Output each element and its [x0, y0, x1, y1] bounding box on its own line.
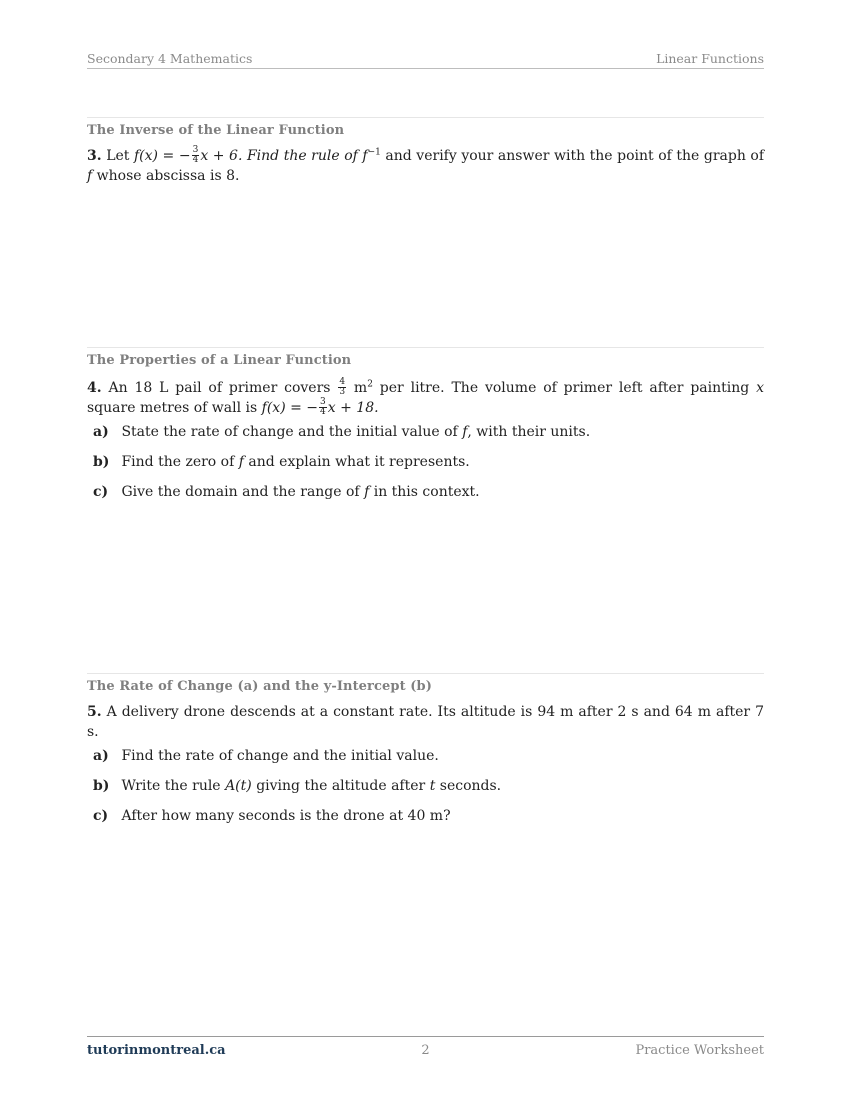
question-text: and verify your answer with the point of the graph of: [385, 148, 765, 164]
superscript: −1: [367, 147, 381, 158]
math-symbol: x: [756, 380, 764, 396]
part-text: Find the rate of change and the initial value.: [121, 748, 439, 764]
math-symbol: f: [238, 454, 244, 470]
question-part: [87, 422, 764, 442]
math-expression: = −: [162, 148, 191, 164]
part-label: c): [93, 808, 109, 824]
math-expression: = −: [290, 400, 319, 416]
fraction: [192, 146, 200, 165]
fraction-denominator: 4: [320, 406, 326, 417]
header-topic: Linear Functions: [656, 51, 764, 66]
part-text: Give the domain and the range of: [121, 484, 360, 500]
question-text: square metres of wall is: [87, 400, 258, 416]
question-3: [87, 146, 764, 186]
page-footer: [87, 1036, 764, 1060]
section-inverse: [87, 117, 764, 186]
page-number: 2: [421, 1043, 430, 1058]
question-parts: [87, 746, 764, 826]
section-title: The Inverse of the Linear Function: [87, 123, 345, 138]
math-symbol: t: [429, 778, 436, 794]
math-symbol: f: [87, 168, 93, 184]
section-rate-of-change: [87, 673, 764, 826]
unit-text: m: [353, 380, 368, 396]
question-text: whose abscissa is 8.: [96, 168, 240, 184]
part-text: giving the altitude after: [256, 778, 426, 794]
fraction-numerator: 4: [339, 376, 346, 387]
math-expression: A(t): [225, 778, 252, 794]
fraction-numerator: 3: [320, 396, 326, 407]
question-text: A delivery drone descends at a constant rate. Its altitude is 94 m after 2 s and 64 m after 7 s.: [87, 704, 764, 740]
section-properties: [87, 347, 764, 502]
question-part: [87, 776, 764, 796]
question-part: [87, 452, 764, 472]
fraction-numerator: 3: [192, 144, 199, 155]
question-part: [87, 746, 764, 766]
fraction-denominator: 3: [339, 386, 346, 397]
superscript: 2: [367, 379, 373, 390]
question-text: An 18 L pail of primer covers: [108, 380, 331, 396]
part-text: Write the rule: [121, 778, 221, 794]
part-text: , with their units.: [467, 424, 591, 440]
question-parts: [87, 422, 764, 502]
question-part: [87, 482, 764, 502]
question-part: [87, 806, 764, 826]
part-text: seconds.: [439, 778, 502, 794]
math-symbol: f: [462, 424, 468, 440]
section-divider: [87, 673, 764, 674]
fraction: [338, 378, 346, 397]
question-4: [87, 378, 764, 418]
part-text: Find the zero of: [121, 454, 235, 470]
question-number: 3.: [87, 148, 102, 164]
part-text: State the rate of change and the initial value of: [121, 424, 458, 440]
question-text: per litre. The volume of primer left after painting: [379, 380, 750, 396]
section-title: The Properties of a Linear Function: [87, 353, 352, 368]
section-divider: [87, 347, 764, 348]
part-label: b): [93, 778, 110, 794]
fraction: [319, 398, 327, 417]
question-text: Let: [106, 148, 130, 164]
fraction-denominator: 4: [192, 154, 199, 165]
math-symbol: f: [362, 148, 368, 164]
math-expression: x + 6. Find the rule of: [200, 148, 358, 164]
math-expression: f(x): [261, 400, 286, 416]
header-course: Secondary 4 Mathematics: [87, 51, 253, 66]
page-header: [87, 51, 764, 69]
question-number: 4.: [87, 380, 102, 396]
part-text: in this context.: [373, 484, 480, 500]
footer-label: Practice Worksheet: [635, 1043, 764, 1058]
part-label: a): [93, 424, 109, 440]
math-symbol: f: [364, 484, 370, 500]
question-5: [87, 702, 764, 742]
part-label: b): [93, 454, 110, 470]
section-divider: [87, 117, 764, 118]
footer-website-link[interactable]: tutorinmontreal.ca: [87, 1043, 226, 1058]
question-number: 5.: [87, 704, 102, 720]
math-expression: f(x): [133, 148, 158, 164]
section-title: The Rate of Change (a) and the y-Intercept (b): [87, 679, 432, 694]
part-label: a): [93, 748, 109, 764]
math-expression: x + 18.: [327, 400, 379, 416]
part-text: and explain what it represents.: [248, 454, 470, 470]
part-label: c): [93, 484, 109, 500]
part-text: After how many seconds is the drone at 40 m?: [121, 808, 451, 824]
